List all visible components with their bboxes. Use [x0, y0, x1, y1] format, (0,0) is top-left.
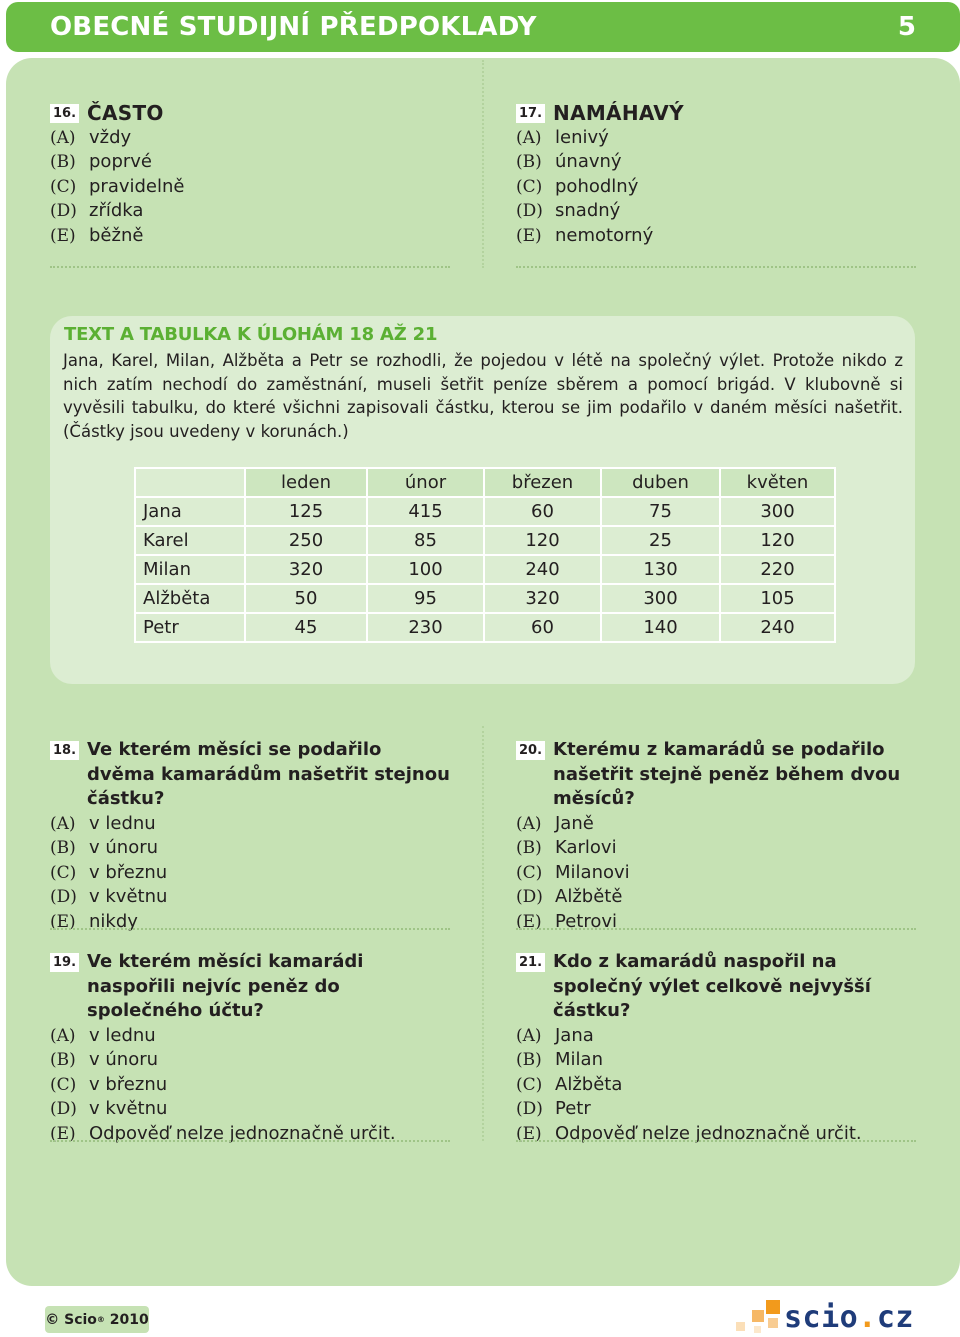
table-cell: 105	[720, 584, 835, 613]
table-cell: 60	[484, 613, 601, 642]
answer-option-c[interactable]: (C) v březnu	[50, 861, 168, 883]
scio-logo	[732, 1298, 922, 1334]
answer-option-c[interactable]: (C) Milanovi	[516, 861, 630, 883]
table-cell: 95	[367, 584, 484, 613]
question-20	[516, 738, 926, 934]
answer-option-d[interactable]: (D) zřídka	[50, 200, 144, 221]
answer-option-e[interactable]: (E) běžně	[50, 224, 144, 246]
logo-square-icon	[754, 1326, 761, 1333]
table-cell: 50	[245, 584, 367, 613]
page-title: OBECNÉ STUDIJNÍ PŘEDPOKLADY	[50, 12, 537, 42]
question-21	[516, 950, 926, 1146]
logo-square-icon	[766, 1300, 780, 1314]
copyright-icon: ©	[45, 1311, 60, 1328]
column-header: leden	[245, 468, 367, 497]
question-text: Ve kterém měsíci kamarádi naspořili nejvíc peněz do společného účtu?	[87, 951, 364, 1021]
table-cell: 75	[601, 497, 720, 526]
divider-line	[50, 1140, 450, 1142]
answer-option-d[interactable]: (D) Petr	[516, 1098, 591, 1119]
question-text: Ve kterém měsíci se podařilo dvěma kamarádům našetřit stejnou částku?	[87, 739, 450, 809]
answer-option-d[interactable]: (D) snadný	[516, 200, 621, 221]
answer-option-b[interactable]: (B) v únoru	[50, 1049, 159, 1070]
table-cell: 300	[720, 497, 835, 526]
column-divider-top	[482, 60, 484, 268]
row-name: Karel	[135, 526, 245, 555]
table-cell: 300	[601, 584, 720, 613]
column-header: duben	[601, 468, 720, 497]
table-cell: 415	[367, 497, 484, 526]
divider-line	[516, 1140, 916, 1142]
question-16	[50, 101, 450, 248]
table-cell: 320	[484, 584, 601, 613]
answer-option-a[interactable]: (A) lenivý	[516, 126, 609, 148]
divider-line	[50, 266, 450, 268]
answer-option-d[interactable]: (D) Alžbětě	[516, 886, 623, 907]
table-row	[135, 497, 835, 526]
answer-option-a[interactable]: (A) v lednu	[50, 1024, 156, 1046]
question-number: 17.	[516, 104, 545, 123]
answer-option-c[interactable]: (C) v březnu	[50, 1073, 168, 1095]
answer-option-a[interactable]: (A) vždy	[50, 126, 132, 148]
question-number: 20.	[516, 741, 545, 760]
answer-option-b[interactable]: (B) Karlovi	[516, 837, 617, 858]
page-number: 5	[897, 12, 916, 42]
answer-option-a[interactable]: (A) Janě	[516, 812, 594, 834]
answer-option-e[interactable]: (E) Petrovi	[516, 910, 618, 932]
copyright-name: Scio	[64, 1311, 97, 1328]
table-cell: 130	[601, 555, 720, 584]
registered-mark: ®	[96, 1315, 105, 1324]
row-name: Petr	[135, 613, 245, 642]
logo-square-icon	[752, 1310, 764, 1322]
question-text: Kterému z kamarádů se podařilo našetřit stejně peněz během dvou měsíců?	[553, 739, 901, 809]
answer-option-e[interactable]: (E) nikdy	[50, 910, 138, 932]
table-corner-cell	[135, 468, 245, 497]
table-row	[135, 613, 835, 642]
table-cell: 320	[245, 555, 367, 584]
logo-square-icon	[736, 1322, 745, 1331]
question-word: ČASTO	[87, 101, 164, 125]
copyright-year: 2010	[109, 1311, 149, 1328]
answer-option-d[interactable]: (D) v květnu	[50, 1098, 168, 1119]
answer-option-e[interactable]: (E) nemotorný	[516, 224, 654, 246]
table-cell: 100	[367, 555, 484, 584]
table-cell: 220	[720, 555, 835, 584]
column-header: květen	[720, 468, 835, 497]
table-cell: 140	[601, 613, 720, 642]
table-row	[135, 526, 835, 555]
answer-option-b[interactable]: (B) Milan	[516, 1049, 603, 1070]
row-name: Jana	[135, 497, 245, 526]
table-cell: 250	[245, 526, 367, 555]
section-paragraph: Jana, Karel, Milan, Alžběta a Petr se rozhodli, že pojedou v létě na společný výlet. Protože nikdo z nich zatím nechodí do zaměstnání, museli šetřit peníze sběrem a pomocí brigád. V klubovně si vyvěsili tabulku, do které všichni zapisovali částku, kterou se jim podařilo v daném měsíci našetřit. (Částky jsou uvedeny v korunách.)	[63, 351, 903, 441]
answer-option-a[interactable]: (A) v lednu	[50, 812, 156, 834]
answer-option-c[interactable]: (C) pohodlný	[516, 175, 639, 197]
table-cell: 25	[601, 526, 720, 555]
table-cell: 85	[367, 526, 484, 555]
column-header: březen	[484, 468, 601, 497]
divider-line	[516, 928, 916, 930]
table-cell: 45	[245, 613, 367, 642]
logo-square-icon	[768, 1318, 778, 1328]
answer-option-e[interactable]: (E) Odpověď nelze jednoznačně určit.	[516, 1122, 862, 1144]
divider-line	[516, 266, 916, 268]
table-cell: 120	[720, 526, 835, 555]
table-cell: 125	[245, 497, 367, 526]
page-header	[6, 2, 960, 52]
question-number: 18.	[50, 741, 79, 760]
divider-line	[50, 928, 450, 930]
answer-option-c[interactable]: (C) pravidelně	[50, 175, 185, 197]
table-cell: 60	[484, 497, 601, 526]
table-cell: 240	[484, 555, 601, 584]
answer-option-c[interactable]: (C) Alžběta	[516, 1073, 623, 1095]
question-text: Kdo z kamarádů naspořil na společný výlet celkově nejvyšší částku?	[553, 951, 871, 1021]
section-heading: TEXT A TABULKA K ÚLOHÁM 18 AŽ 21	[64, 324, 438, 345]
question-word: NAMÁHAVÝ	[553, 101, 684, 125]
row-name: Alžběta	[135, 584, 245, 613]
question-number: 16.	[50, 104, 79, 123]
answer-option-b[interactable]: (B) v únoru	[50, 837, 159, 858]
column-header: únor	[367, 468, 484, 497]
table-cell: 240	[720, 613, 835, 642]
table-row	[135, 584, 835, 613]
table-cell: 120	[484, 526, 601, 555]
question-19	[50, 950, 450, 1146]
table-cell: 230	[367, 613, 484, 642]
table-header-row	[135, 468, 835, 497]
question-18	[50, 738, 450, 934]
table-row	[135, 555, 835, 584]
question-17	[516, 101, 916, 248]
answer-option-a[interactable]: (A) Jana	[516, 1024, 594, 1046]
logo-text: scio.cz	[784, 1300, 914, 1335]
savings-table	[134, 467, 836, 643]
copyright-badge	[45, 1306, 149, 1333]
answer-option-e[interactable]: (E) Odpověď nelze jednoznačně určit.	[50, 1122, 396, 1144]
question-number: 21.	[516, 953, 545, 972]
answer-option-d[interactable]: (D) v květnu	[50, 886, 168, 907]
answer-option-b[interactable]: (B) únavný	[516, 151, 622, 172]
column-divider-bottom	[482, 726, 484, 1141]
answer-option-b[interactable]: (B) poprvé	[50, 151, 152, 172]
question-number: 19.	[50, 953, 79, 972]
row-name: Milan	[135, 555, 245, 584]
